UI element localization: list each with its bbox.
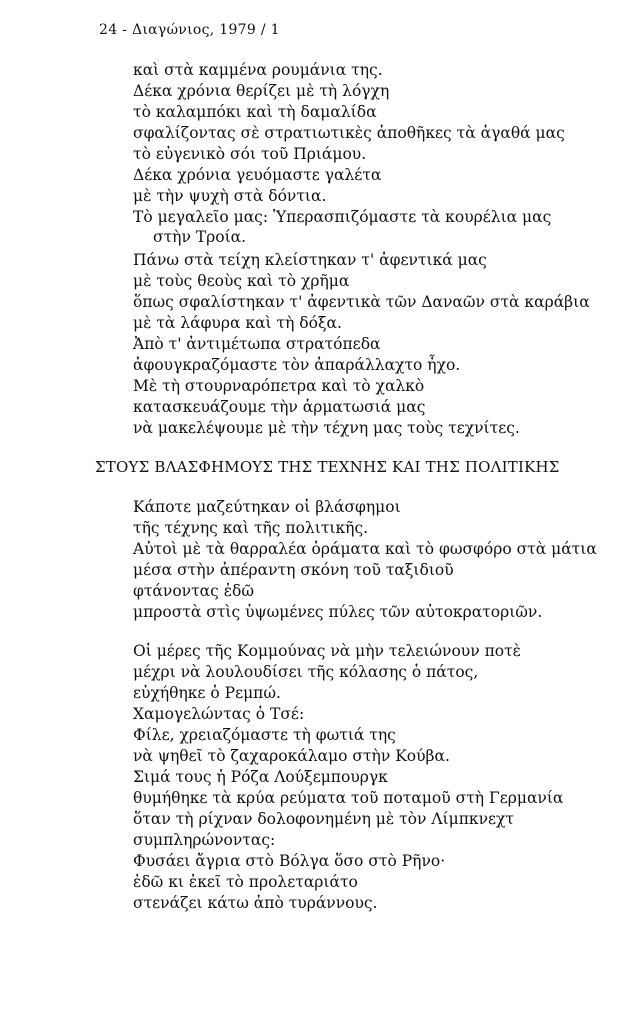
poem-two-line: Φυσάει ἄγρια στὸ Βόλγα ὅσο στὸ Ρῆνο· [133, 852, 446, 870]
poem-two-line: ὅταν τὴ ρίχναν δολοφονημένη μὲ τὸν Λίμπκνεχτ [133, 810, 514, 828]
poem-two-line: εὐχήθηκε ὁ Ρεμπώ. [133, 684, 281, 702]
poem-two-line: μέσα στὴν ἀπέραντη σκόνη τοῦ ταξιδιοῦ [133, 561, 454, 579]
poem-one-line: τὸ εὐγενικὸ σόι τοῦ Πριάμου. [133, 145, 367, 163]
poem-one-line: Τὸ μεγαλεῖο μας: Ὑπερασπιζόμαστε τὰ κουρέλια μας [133, 208, 552, 226]
poem-one-line: Δέκα χρόνια θερίζει μὲ τὴ λόγχη [133, 82, 390, 100]
page-header: 24 - Διαγώνιος, 1979 / 1 [99, 22, 280, 38]
poem-two-line: Αὐτοὶ μὲ τὰ θαρραλέα ὁράματα καὶ τὸ φωσφόρο στὰ μάτια [133, 540, 597, 558]
poem-one-line: Μὲ τὴ στουρναρόπετρα καὶ τὸ χαλκὸ [133, 377, 425, 395]
poem-title: ΣΤΟΥΣ ΒΛΑΣΦΗΜΟΥΣ ΤΗΣ ΤΕΧΝΗΣ ΚΑΙ ΤΗΣ ΠΟΛΙΤΙΚΗΣ [95, 458, 560, 476]
poem-two-line: ἐδῶ κι ἐκεῖ τὸ προλεταριάτο [133, 873, 358, 891]
poem-one-line: καὶ στὰ καμμένα ρουμάνια της. [133, 61, 383, 79]
poem-two-line: μπροστὰ στὶς ὑψωμένες πύλες τῶν αὐτοκρατοριῶν. [133, 603, 543, 621]
poem-two-line: Κάποτε μαζεύτηκαν οἱ βλάσφημοι [133, 498, 401, 516]
poem-two-line: Οἱ μέρες τῆς Κομμούνας νὰ μὴν τελειώνουν ποτὲ [133, 642, 521, 660]
poem-one-line: Πάνω στὰ τείχη κλείστηκαν τ' ἀφεντικά μας [133, 251, 487, 269]
poem-one-line: μὲ τὴν ψυχὴ στὰ δόντια. [133, 187, 327, 205]
poem-one-line: μὲ τὰ λάφυρα καὶ τὴ δόξα. [133, 314, 342, 332]
poem-one-line: στὴν Τροία. [153, 228, 247, 246]
poem-one-line: Δέκα χρόνια γευόμαστε γαλέτα [133, 166, 382, 184]
poem-two-line: νὰ ψηθεῖ τὸ ζαχαροκάλαμο στὴν Κούβα. [133, 747, 450, 765]
poem-one-line: ὅπως σφαλίστηκαν τ' ἀφεντικὰ τῶν Δαναῶν στὰ καράβια [133, 293, 590, 311]
poem-two-line: τῆς τέχνης καὶ τῆς πολιτικῆς. [133, 519, 369, 537]
poem-one-line: μὲ τοὺς θεοὺς καὶ τὸ χρῆμα [133, 272, 350, 290]
poem-two-line: φτάνοντας ἐδῶ [133, 582, 255, 600]
poem-two-line: Χαμογελώντας ὁ Τσέ: [133, 705, 305, 723]
poem-two-line: συμπληρώνοντας: [133, 831, 276, 849]
poem-one-line: κατασκευάζουμε τὴν ἁρματωσιά μας [133, 398, 426, 416]
poem-two-line: θυμήθηκε τὰ κρύα ρεύματα τοῦ ποταμοῦ στὴ Γερμανία [133, 789, 564, 807]
poem-two-line: Φίλε, χρειαζόμαστε τὴ φωτιά της [133, 726, 396, 744]
poem-one-line: ἀφουγκραζόμαστε τὸν ἀπαράλλαχτο ἦχο. [133, 356, 461, 374]
poem-two-line: μέχρι νὰ λουλουδίσει τῆς κόλασης ὁ πάτος, [133, 663, 479, 681]
poem-two-line: Σιμά τους ἡ Ρόζα Λούξεμπουργκ [133, 768, 388, 786]
poem-one-line: τὸ καλαμπόκι καὶ τὴ δαμαλίδα [133, 103, 377, 121]
poem-one-line: σφαλίζοντας σὲ στρατιωτικὲς ἀποθῆκες τὰ ἀγαθά μας [133, 124, 565, 142]
poem-one-line: Ἀπὸ τ' ἀντιμέτωπα στρατόπεδα [133, 335, 381, 353]
poem-one-line: νὰ μακελέψουμε μὲ τὴν τέχνη μας τοὺς τεχνίτες. [133, 419, 520, 437]
poem-two-line: στενάζει κάτω ἀπὸ τυράννους. [133, 894, 378, 912]
